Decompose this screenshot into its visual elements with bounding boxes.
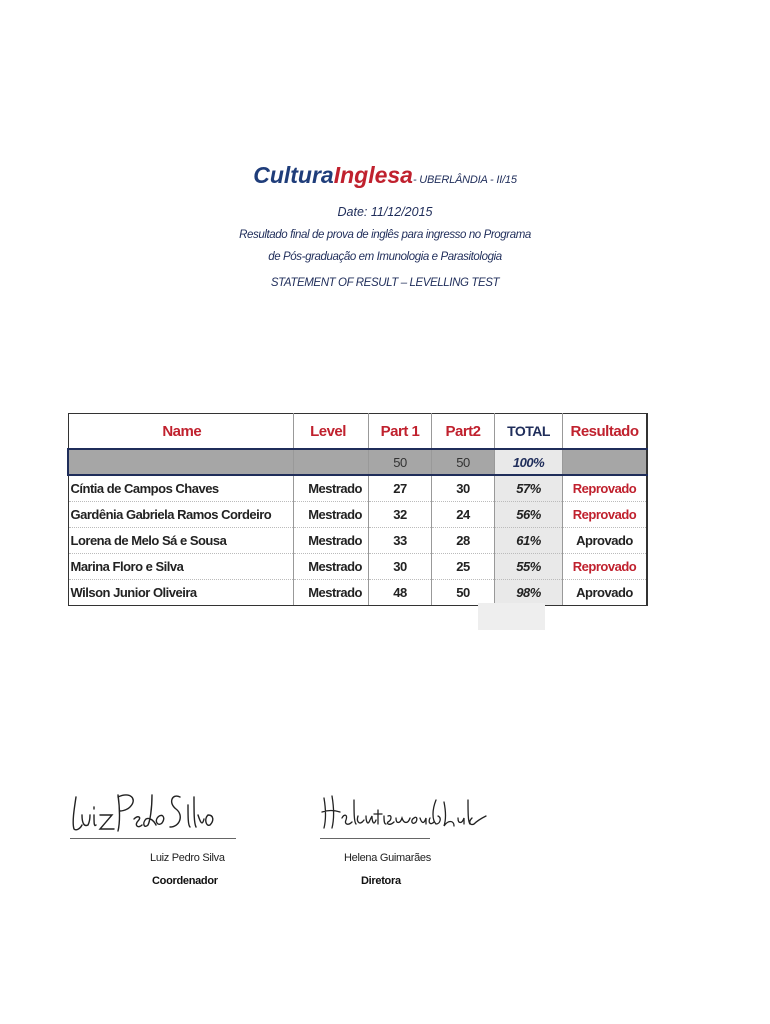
table-row (68, 502, 647, 528)
cell-name: Lorena de Melo Sá e Sousa (68, 528, 294, 554)
max-part1: 50 (369, 449, 432, 475)
cell-level: Mestrado (294, 580, 369, 606)
brand-name-inglesa: Inglesa (333, 162, 413, 188)
brand-name-cultura: Cultura (253, 162, 334, 188)
table-row (68, 554, 647, 580)
cell-name: Gardênia Gabriela Ramos Cordeiro (68, 502, 294, 528)
signature-luiz-pedro-silva (68, 785, 218, 840)
signature-role-2: Diretora (361, 875, 401, 887)
max-total: 100% (495, 449, 563, 475)
header-result: Resultado (563, 414, 648, 450)
table-row (68, 475, 647, 502)
cell-level: Mestrado (294, 502, 369, 528)
cell-part2: 30 (432, 475, 495, 502)
signature-name-1: Luiz Pedro Silva (150, 852, 225, 864)
table-header-row (68, 414, 647, 450)
table-row (68, 580, 647, 606)
signature-line-2 (320, 838, 430, 839)
statement-heading: STATEMENT OF RESULT – LEVELLING TEST (270, 277, 500, 289)
max-blank-level (294, 449, 369, 475)
table-body (68, 475, 647, 606)
cell-part1: 32 (369, 502, 432, 528)
cell-level: Mestrado (294, 475, 369, 502)
signature-name-2: Helena Guimarães (344, 852, 431, 864)
cell-name: Cíntia de Campos Chaves (68, 475, 294, 502)
cell-part2: 50 (432, 580, 495, 606)
description-line-2: de Pós-graduação em Imunologia e Parasitologia (268, 251, 502, 263)
max-blank-result (563, 449, 648, 475)
cell-part1: 27 (369, 475, 432, 502)
cell-total: 61% (495, 528, 563, 554)
header-part1: Part 1 (369, 414, 432, 450)
cell-total: 56% (495, 502, 563, 528)
cell-part2: 25 (432, 554, 495, 580)
cell-part2: 28 (432, 528, 495, 554)
cell-result: Reprovado (563, 554, 648, 580)
cell-total: 98% (495, 580, 563, 606)
results-table (67, 413, 648, 606)
cell-level: Mestrado (294, 554, 369, 580)
table-row (68, 528, 647, 554)
cell-result: Aprovado (563, 528, 648, 554)
cell-name: Wilson Junior Oliveira (68, 580, 294, 606)
cell-total: 55% (495, 554, 563, 580)
cell-level: Mestrado (294, 528, 369, 554)
cell-part1: 48 (369, 580, 432, 606)
total-column-shading (478, 603, 545, 630)
cell-part1: 30 (369, 554, 432, 580)
header-name: Name (68, 414, 294, 450)
header-level: Level (294, 414, 369, 450)
cell-part2: 24 (432, 502, 495, 528)
cell-result: Reprovado (563, 502, 648, 528)
cell-total: 57% (495, 475, 563, 502)
document-date: Date: 11/12/2015 (337, 205, 433, 219)
cell-result: Reprovado (563, 475, 648, 502)
cell-name: Marina Floro e Silva (68, 554, 294, 580)
cell-part1: 33 (369, 528, 432, 554)
max-score-row (68, 449, 647, 475)
header-part2: Part2 (432, 414, 495, 450)
signature-helena-guimaraes (318, 790, 493, 835)
signature-line-1 (70, 838, 236, 839)
max-part2: 50 (432, 449, 495, 475)
description-line-1: Resultado final de prova de inglês para ingresso no Programa (239, 229, 531, 241)
brand-subtitle: - UBERLÂNDIA - II/15 (412, 174, 517, 186)
header-total: TOTAL (495, 414, 563, 450)
cell-result: Aprovado (563, 580, 648, 606)
document-title (0, 162, 770, 189)
max-blank-name (68, 449, 294, 475)
signature-role-1: Coordenador (152, 875, 218, 887)
